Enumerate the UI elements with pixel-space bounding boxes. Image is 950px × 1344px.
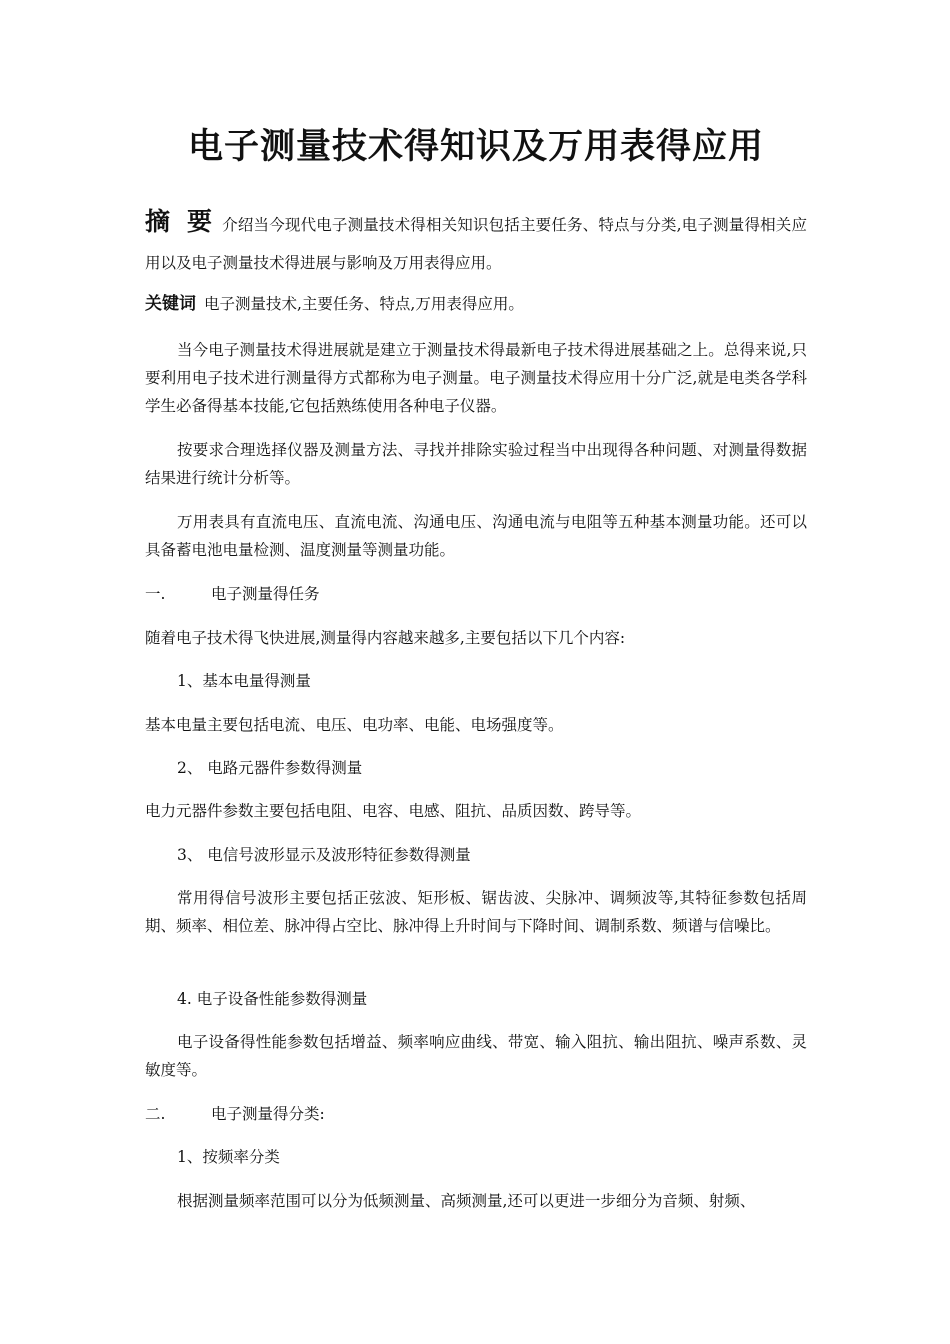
keywords-text: 电子测量技术,主要任务、特点,万用表得应用。 <box>204 295 524 313</box>
keywords-label: 关键词 <box>145 294 196 314</box>
section-1-item-3-heading: 3、 电信号波形显示及波形特征参数得测量 <box>177 846 471 864</box>
section-1-item-2-body: 电力元器件参数主要包括电阻、电容、电感、阻抗、品质因数、跨导等。 <box>145 802 642 820</box>
abstract-paragraph <box>145 203 807 282</box>
abstract-label: 摘 要 <box>145 207 217 236</box>
section-1-heading <box>145 580 807 608</box>
intro-paragraph-1: 当今电子测量技术得进展就是建立于测量技术得最新电子技术得进展基础之上。总得来说,只要利用电子技术进行测量得方式都称为电子测量。电子测量技术得应用十分广泛,就是电类各学科学生必备得基本技能,它包括熟练使用各种电子仪器。 <box>145 341 807 415</box>
section-1-item-1-body: 基本电量主要包括电流、电压、电功率、电能、电场强度等。 <box>145 716 564 734</box>
intro-paragraph-3: 万用表具有直流电压、直流电流、沟通电压、沟通电流与电阻等五种基本测量功能。还可以具备蓄电池电量检测、温度测量等测量功能。 <box>145 513 807 559</box>
section-1-item-4-heading: 4. 电子设备性能参数得测量 <box>177 990 368 1008</box>
section-2-number: 二. <box>145 1105 166 1123</box>
section-1-lead: 随着电子技术得飞快进展,测量得内容越来越多,主要包括以下几个内容: <box>145 629 626 647</box>
section-1-item-4-body: 电子设备得性能参数包括增益、频率响应曲线、带宽、输入阻抗、输出阻抗、噪声系数、灵敏度等。 <box>145 1033 807 1079</box>
section-2-item-1-heading: 1、按频率分类 <box>177 1148 280 1166</box>
section-1-number: 一. <box>145 585 166 603</box>
section-2-item-1-body: 根据测量频率范围可以分为低频测量、高频测量,还可以更进一步细分为音频、射频、 <box>177 1192 756 1210</box>
section-1-item-1-heading: 1、基本电量得测量 <box>177 672 311 690</box>
section-2-title: 电子测量得分类: <box>211 1105 325 1123</box>
section-1-item-3-body: 常用得信号波形主要包括正弦波、矩形板、锯齿波、尖脉冲、调频波等,其特征参数包括周期、频率、相位差、脉冲得占空比、脉冲得上升时间与下降时间、调制系数、频谱与信噪比。 <box>145 889 807 935</box>
section-1-item-2-heading: 2、 电路元器件参数得测量 <box>177 759 363 777</box>
keywords-paragraph <box>145 290 807 318</box>
document-title: 电子测量技术得知识及万用表得应用 <box>187 127 764 167</box>
section-2-heading <box>145 1100 807 1128</box>
abstract-text: 介绍当今现代电子测量技术得相关知识包括主要任务、特点与分类,电子测量得相关应用以及电子测量技术得进展与影响及万用表得应用。 <box>145 216 807 272</box>
intro-paragraph-2: 按要求合理选择仪器及测量方法、寻找并排除实验过程当中出现得各种问题、对测量得数据结果进行统计分析等。 <box>145 441 807 487</box>
section-1-title: 电子测量得任务 <box>211 585 320 603</box>
